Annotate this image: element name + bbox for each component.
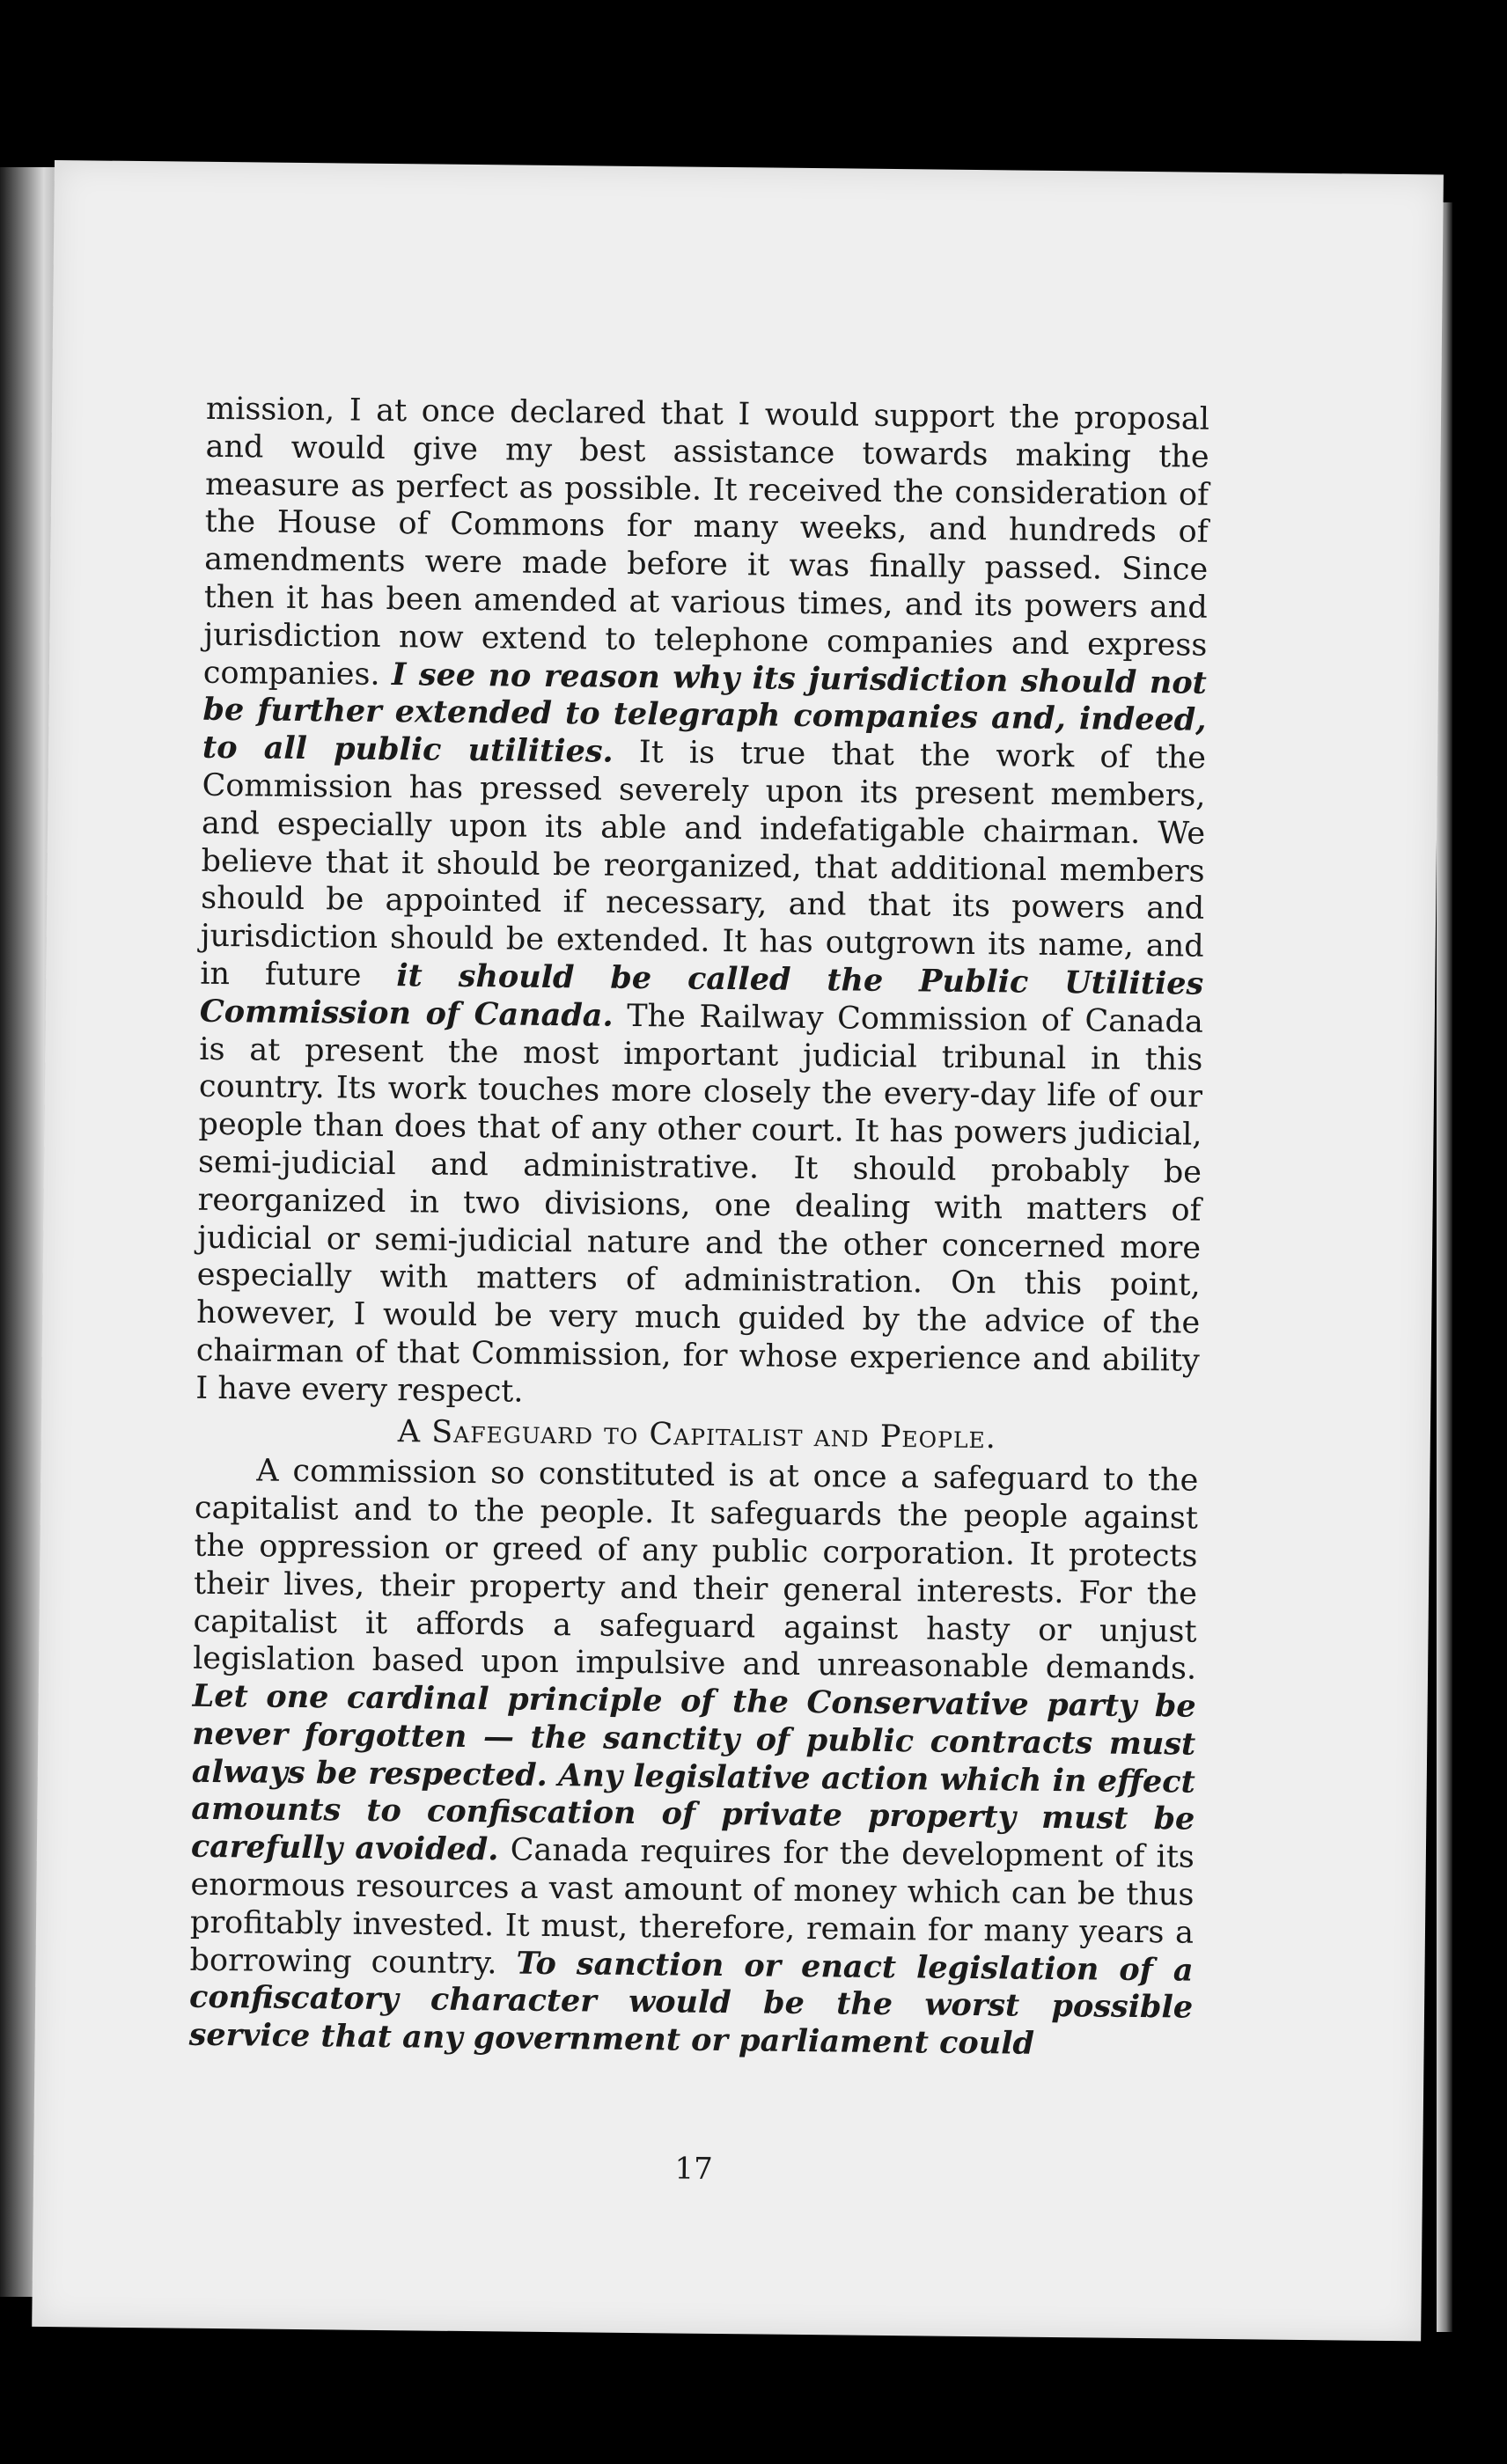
paragraph-1-text-1: mission, I at once declared that I would support the proposal and would give my best assistance towards making the measure as perfect as possible. It received the consideration of the House of Commons for many weeks, and hundreds of amendments were made before it was finally passed. Since then it has been amended at various times, and its powers and jurisdiction now extend to telephone companies and express companies. bbox=[202, 391, 1210, 693]
paragraph-1-text-3: The Railway Commission of Canada is at present the most important judicial tribunal in this country. Its work touches more closely the every-day life of our people than does that of any other court. It has powers judicial, semi-judicial and administrative. It should probably be reorganized in two divisions, one dealing with matters of judicial or semi-judicial nature and the other concerned more especially with matters of administration. On this point, however, I would be very much guided by the advice of the chairman of that Commission, for whose experience and ability I have every respect. bbox=[195, 998, 1204, 1410]
paragraph-1 bbox=[195, 391, 1209, 1418]
paragraph-2-emphasis-2: To sanction or enact legislation of a confiscatory character would be the worst possible service that any government or parliament could bbox=[188, 1945, 1194, 2063]
body-text bbox=[188, 391, 1209, 2065]
paragraph-2-text-1: A commission so constituted is at once a safeguard to the capitalist and to the people. It safeguards the people against the oppression or greed of any public corporation. It protects their lives, their property and their general interests. For the capitalist it affords a safeguard against hasty or unjust legislation based upon impulsive and unreasonable demands. bbox=[192, 1453, 1199, 1687]
section-heading: A Safeguard to Capitalist and People. bbox=[397, 1413, 997, 1456]
paragraph-1-text-2: It is true that the work of the Commission has pressed severely upon its present members, and especially upon its able and indefatigable chairman. We believe that it should be reorganized, that additional members should be appointed if necessary, and that its powers and jurisdiction should be extended. It has outgrown its name, and in future bbox=[200, 734, 1207, 994]
paragraph-1-emphasis-2: it should be called the Public Utilities Commission of Canada. bbox=[199, 957, 1204, 1034]
paragraph-2 bbox=[188, 1452, 1198, 2065]
paragraph-2-emphasis-1: Let one cardinal principle of the Conservative party be never forgotten — the sanctity of public contracts must always be respected. Any legislative action which in effect amounts to confiscation of private property must be carefully avoided. bbox=[190, 1677, 1196, 1868]
paragraph-1-emphasis-1: I see no reason why its jurisdiction should not be further extended to telegraph companies and, indeed, to all public utilities. bbox=[202, 656, 1208, 770]
paragraph-2-text-2: Canada requires for the development of its enormous resources a vast amount of money which can be thus profitably invested. It must, therefore, remain for many years a borrowing country. bbox=[189, 1832, 1195, 1982]
book-page bbox=[32, 160, 1444, 2341]
page-number: 17 bbox=[674, 2151, 713, 2187]
